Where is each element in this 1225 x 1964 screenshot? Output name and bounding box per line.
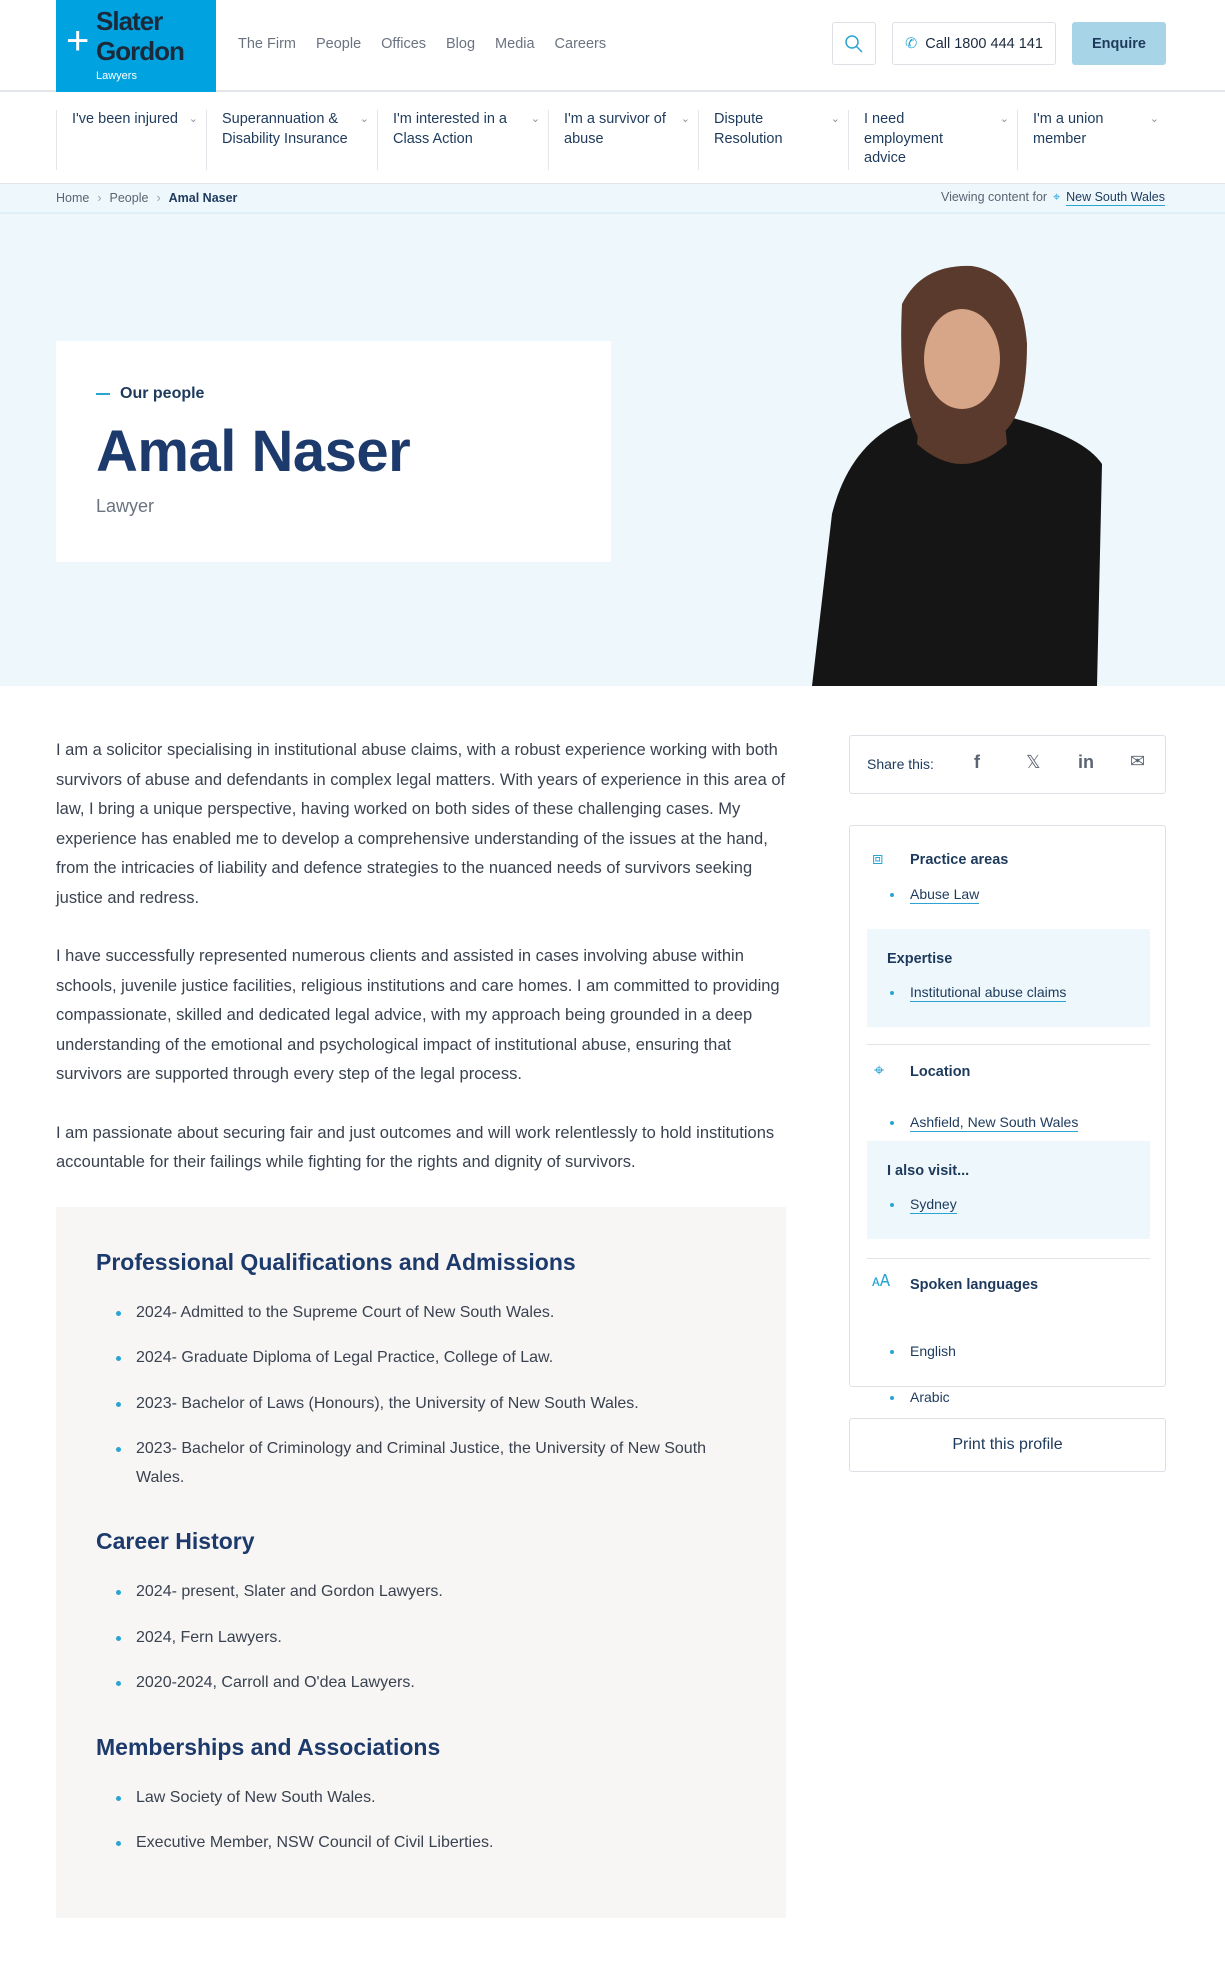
logo[interactable]: [56, 0, 216, 92]
visit-title: I also visit...: [887, 1163, 970, 1179]
profile-photo: [812, 264, 1102, 686]
location-pin-icon: ⌖: [874, 1060, 885, 1080]
category-label: I've been injured: [72, 111, 178, 127]
page-title: Amal Naser: [96, 419, 411, 484]
category-label: I'm interested in a Class Action: [393, 111, 507, 147]
practice-title: Practice areas: [910, 852, 1009, 868]
search-button[interactable]: [832, 22, 876, 65]
top-nav: [238, 36, 606, 52]
chevron-down-icon: ⌄: [359, 113, 369, 125]
section-title: Memberships and Associations: [96, 1733, 441, 1760]
breadcrumb-bar: [0, 184, 1225, 214]
expertise-title: Expertise: [887, 951, 953, 967]
bio-paragraph: I have successfully represented numerous clients and assisted in cases involving abuse within schools, juvenile justice facilities, religious institutions and care homes. I am committed to providing compassionate, skilled and dedicated legal advice, with my approach being grounded in a deep understanding of the emotional and psychological impact of institutional abuse, ensuring that survivors are supported through every step of the legal process.: [56, 947, 780, 1083]
x-icon[interactable]: 𝕏: [1026, 752, 1041, 772]
chevron-right-icon: ›: [97, 191, 102, 205]
category-label: Dispute Resolution: [714, 111, 783, 147]
eyebrow: Our people: [120, 385, 205, 402]
list-item: 2023- Bachelor of Laws (Honours), the University of New South Wales.: [96, 1390, 736, 1419]
logo-line: Gordon: [96, 36, 184, 66]
chevron-down-icon: ⌄: [999, 113, 1009, 125]
bio: [56, 736, 786, 1178]
breadcrumb-current: Amal Naser: [168, 191, 238, 205]
divider: [867, 1044, 1150, 1045]
nav-people[interactable]: People: [316, 36, 362, 52]
role: Lawyer: [96, 496, 155, 516]
facebook-icon[interactable]: f: [974, 752, 980, 772]
logo-sub: Lawyers: [96, 70, 137, 82]
nav-offices[interactable]: Offices: [381, 36, 427, 52]
chevron-down-icon: ⌄: [530, 113, 540, 125]
call-button[interactable]: [892, 22, 1056, 65]
nav-media[interactable]: Media: [495, 36, 535, 52]
category-label: I'm a survivor of abuse: [564, 111, 666, 147]
category-nav: [0, 92, 1225, 184]
language-item: English: [866, 1343, 1181, 1359]
category-item[interactable]: [548, 110, 698, 170]
category-item[interactable]: [848, 110, 1017, 170]
share-box: [849, 735, 1166, 794]
section-title: Professional Qualifications and Admissions: [96, 1248, 576, 1275]
site-header: [0, 0, 1225, 92]
category-item[interactable]: [56, 110, 206, 170]
bio-paragraph: I am passionate about securing fair and just outcomes and will work relentlessly to hold institutions accountable for their failings while fighting for the rights and dignity of survivors.: [56, 1123, 775, 1171]
expertise-link[interactable]: Institutional abuse claims: [910, 984, 1067, 1000]
search-icon: [844, 34, 864, 54]
list-item: 2023- Bachelor of Criminology and Criminal Justice, the University of New South Wales.: [96, 1435, 736, 1492]
qualification-sections: [96, 1247, 736, 1858]
list-item: 2024- present, Slater and Gordon Lawyers.: [96, 1578, 736, 1607]
chevron-down-icon: ⌄: [830, 113, 840, 125]
nav-the-firm[interactable]: The Firm: [238, 36, 296, 52]
viewing-label: Viewing content for: [940, 190, 1048, 204]
breadcrumb-home[interactable]: Home: [56, 191, 90, 205]
language-icon: 🗚: [872, 1273, 891, 1290]
location-title: Location: [910, 1064, 971, 1080]
region-selector: [941, 190, 1165, 206]
plus-icon: +: [66, 19, 90, 63]
breadcrumb: [56, 191, 237, 205]
category-item[interactable]: [698, 110, 848, 170]
chevron-down-icon: ⌄: [1149, 113, 1159, 125]
category-label: I need employment advice: [864, 111, 943, 166]
list-item: Law Society of New South Wales.: [96, 1784, 736, 1813]
nav-careers[interactable]: Careers: [554, 36, 607, 52]
qualifications-panel: [56, 1207, 786, 1918]
category-label: Superannuation & Disability Insurance: [222, 111, 348, 147]
practice-link[interactable]: Abuse Law: [910, 886, 980, 902]
list-item: 2024- Admitted to the Supreme Court of New South Wales.: [96, 1299, 736, 1328]
visit-panel: [867, 1141, 1150, 1239]
visit-link[interactable]: Sydney: [910, 1196, 957, 1212]
category-item[interactable]: [1017, 110, 1167, 170]
nav-blog[interactable]: Blog: [446, 36, 476, 52]
category-label: I'm a union member: [1033, 111, 1104, 147]
share-label: Share this:: [867, 756, 934, 772]
call-label: Call 1800 444 141: [925, 35, 1043, 52]
bio-paragraph: I am a solicitor specialising in institutional abuse claims, with a robust experience working with both survivors of abuse and defendants in complex legal matters. With years of experience in this area of law, I bring a unique perspective, having worked on both sides of these challenging cases. My experience has enabled me to develop a comprehensive understanding of the issues at the hand, from the intricacies of liability and defence strategies to the nuanced needs of survivors seeking justice and redress.: [56, 741, 786, 907]
phone-icon: ✆: [905, 35, 918, 52]
list-item: Executive Member, NSW Council of Civil Liberties.: [96, 1829, 736, 1858]
divider: [867, 1258, 1150, 1259]
languages-title: Spoken languages: [910, 1277, 1039, 1293]
language-item: Arabic: [866, 1389, 1181, 1405]
region-link[interactable]: New South Wales: [1066, 190, 1165, 204]
location-pin-icon: ⌖: [1053, 190, 1061, 204]
category-item[interactable]: [377, 110, 548, 170]
expertise-panel: [867, 929, 1150, 1027]
logo-line: Slater: [96, 6, 163, 36]
list-item: 2024- Graduate Diploma of Legal Practice, College of Law.: [96, 1344, 736, 1373]
location-link[interactable]: Ashfield, New South Wales: [910, 1114, 1079, 1130]
briefcase-icon: ⧈: [872, 848, 884, 868]
chevron-right-icon: ›: [156, 191, 161, 205]
category-item[interactable]: [206, 110, 377, 170]
enquire-button[interactable]: Enquire: [1072, 22, 1166, 65]
linkedin-icon[interactable]: in: [1078, 752, 1094, 772]
email-icon[interactable]: ✉: [1130, 751, 1146, 771]
chevron-down-icon: ⌄: [188, 113, 198, 125]
list-item: 2024, Fern Lawyers.: [96, 1624, 736, 1653]
main-content: [56, 736, 786, 1918]
print-profile-button[interactable]: Print this profile: [849, 1418, 1166, 1472]
chevron-down-icon: ⌄: [680, 113, 690, 125]
breadcrumb-people[interactable]: People: [109, 191, 149, 205]
list-item: 2020-2024, Carroll and O'dea Lawyers.: [96, 1669, 736, 1698]
section-title: Career History: [96, 1528, 255, 1554]
hero-card: [56, 341, 611, 562]
info-box: [849, 825, 1166, 1405]
dash-icon: [96, 393, 110, 395]
